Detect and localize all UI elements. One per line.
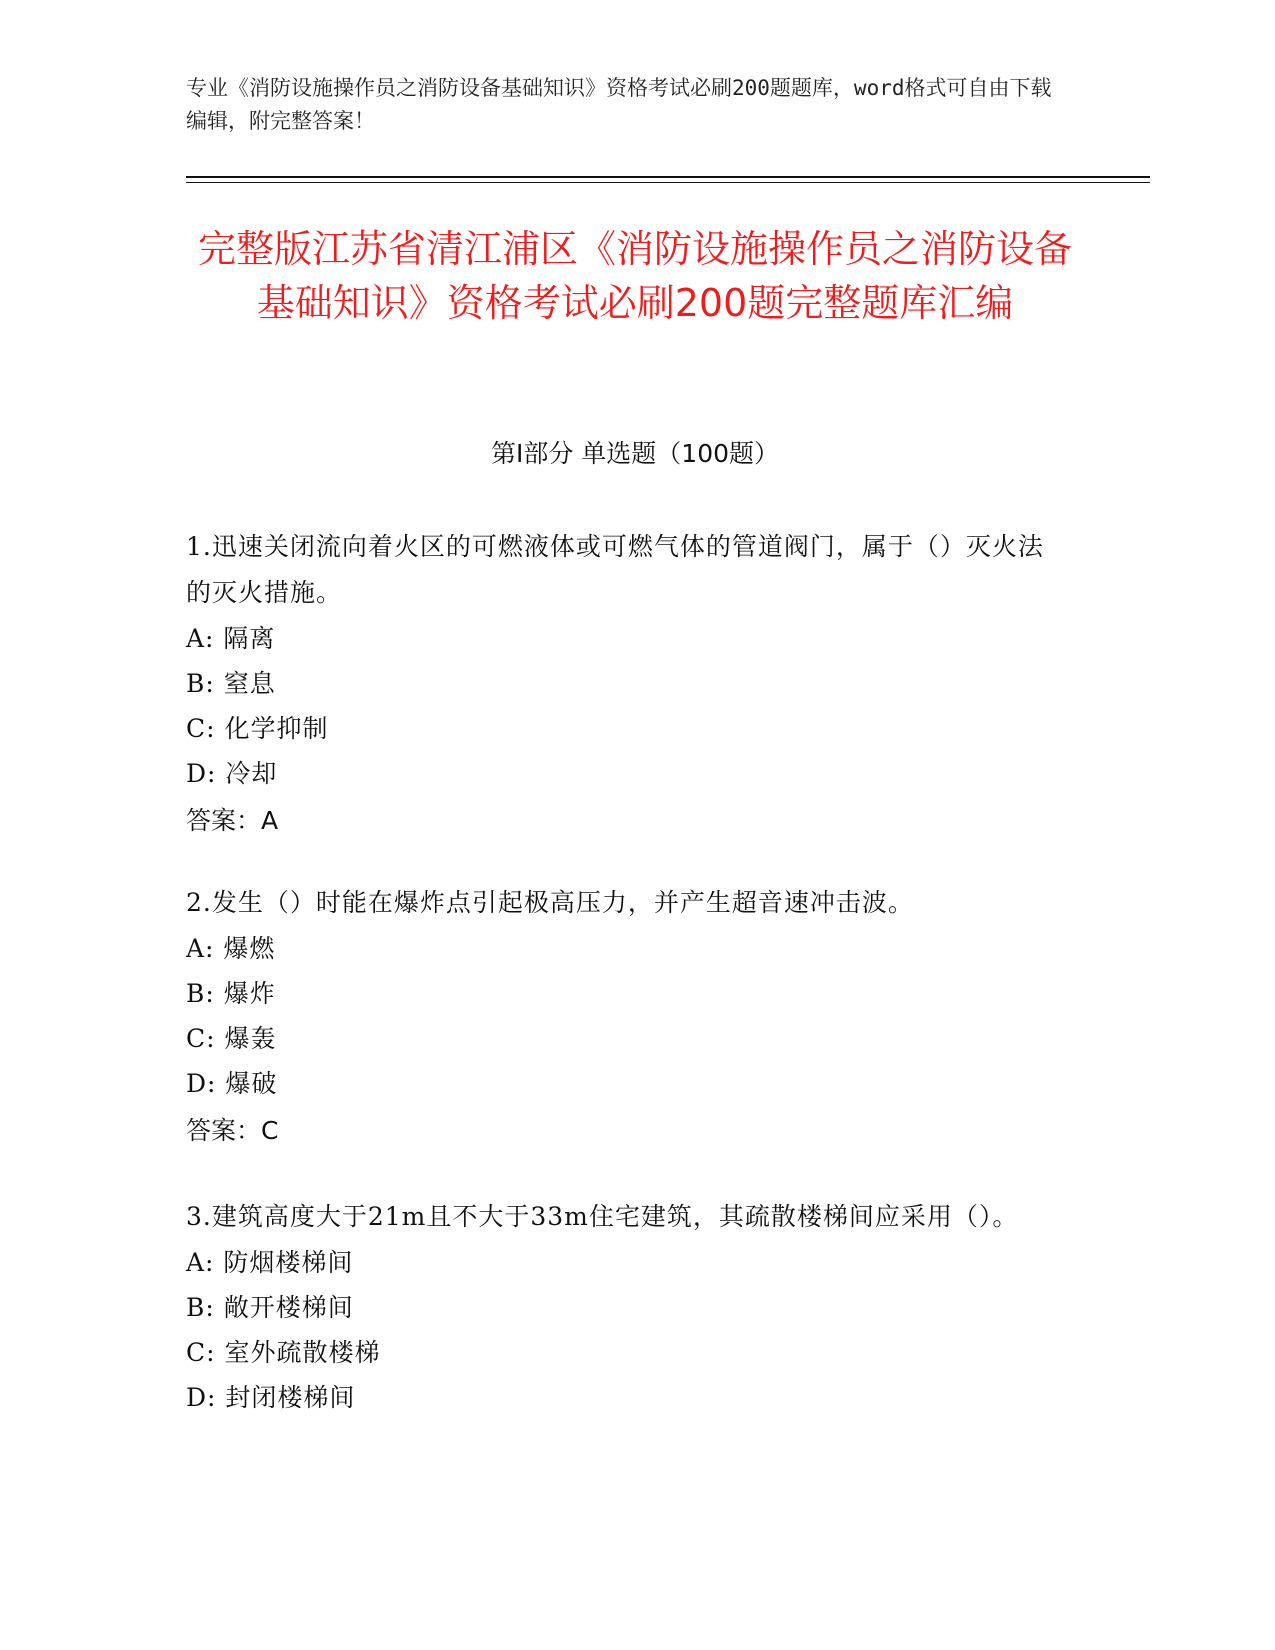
header-divider-thin [186,182,1150,183]
option-a: A: 爆燃 [186,934,276,963]
option-d: D: 冷却 [186,759,278,788]
option-c: C: 室外疏散楼梯 [186,1338,381,1367]
question-stem: 3.建筑高度大于21m且不大于33m住宅建筑，其疏散楼梯间应采用（）。 [186,1202,1019,1231]
question-2 [186,880,1066,1154]
option-c: C: 化学抑制 [186,714,329,743]
option-b: B: 窒息 [186,669,276,698]
header-divider-thick [186,176,1150,178]
option-c: C: 爆轰 [186,1024,277,1053]
option-b: B: 爆炸 [186,979,276,1008]
option-a: A: 防烟楼梯间 [186,1248,354,1277]
option-b: B: 敞开楼梯间 [186,1293,354,1322]
option-d: D: 封闭楼梯间 [186,1383,356,1412]
question-stem: 2.发生（）时能在爆炸点引起极高压力，并产生超音速冲击波。 [186,888,914,917]
question-3 [186,1194,1066,1420]
question-1 [186,524,1066,844]
header-note: 专业《消防设施操作员之消防设备基础知识》资格考试必刷200题题库，word格式可自由下载编辑，附完整答案！ [186,76,1052,133]
option-d: D: 爆破 [186,1069,278,1098]
option-a: A: 隔离 [186,624,276,653]
answer-line: 答案：A [186,806,279,835]
document-title: 完整版江苏省清江浦区《消防设施操作员之消防设备基础知识》资格考试必刷200题完整题库汇编 [197,227,1072,325]
section-heading: 第Ⅰ部分 单选题（100题） [490,439,780,468]
question-stem: 1.迅速关闭流向着火区的可燃液体或可燃气体的管道阀门，属于（）灭火法的灭火措施。 [186,532,1044,607]
answer-line: 答案：C [186,1116,279,1145]
